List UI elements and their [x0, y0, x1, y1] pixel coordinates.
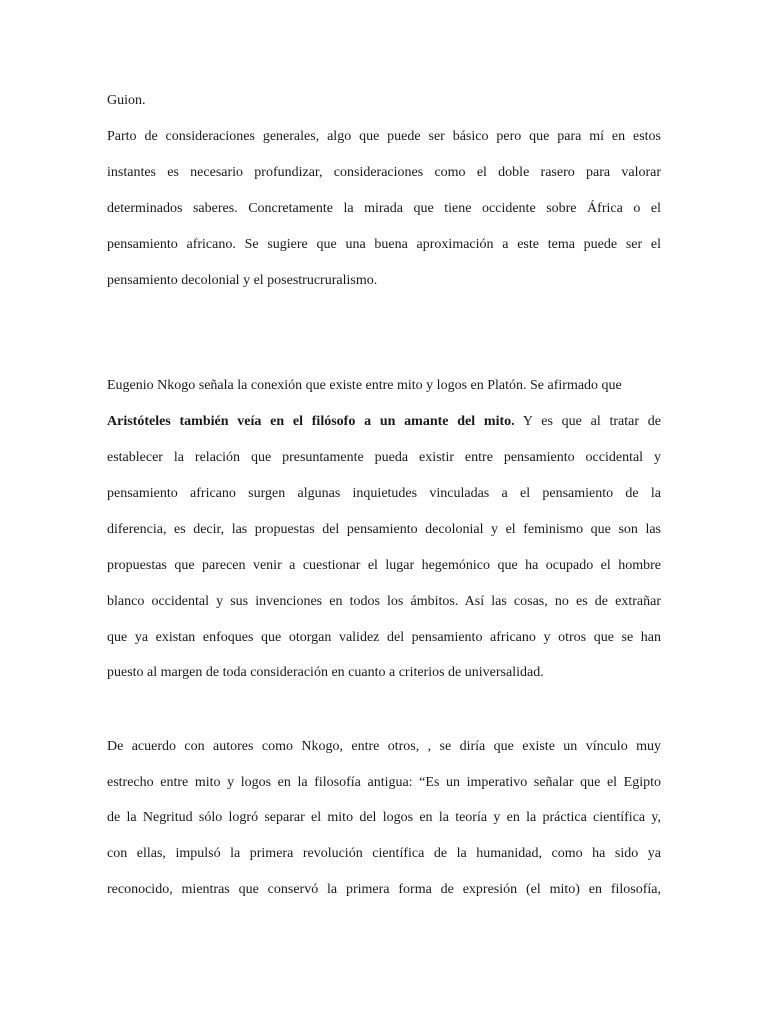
paragraph-2-line-3: establecer la relación que presuntamente pueda existir entre pensamiento occidental y	[107, 450, 661, 465]
paragraph-2-line-1: Eugenio Nkogo señala la conexión que existe entre mito y logos en Platón. Se afirmado que	[107, 378, 622, 393]
paragraph-2-line-5: diferencia, es decir, las propuestas del pensamiento decolonial y el feminismo que son las	[107, 522, 661, 537]
paragraph-1-line-1: Parto de consideraciones generales, algo que puede ser básico pero que para mí en estos	[107, 129, 661, 144]
paragraph-2-line-9: puesto al margen de toda consideración en cuanto a criterios de universalidad.	[107, 665, 544, 680]
document-title: Guion.	[107, 93, 146, 108]
paragraph-2-line-6: propuestas que parecen venir a cuestionar el lugar hegemónico que ha ocupado el hombre	[107, 558, 661, 573]
paragraph-2-line-2-rest: Y es que al tratar de	[514, 414, 662, 429]
paragraph-1-line-5: pensamiento decolonial y el posestrucruralismo.	[107, 273, 378, 288]
paragraph-3-line-1: De acuerdo con autores como Nkogo, entre otros, , se diría que existe un vínculo muy	[107, 739, 661, 754]
paragraph-3-line-3: de la Negritud sólo logró separar el mito del logos en la teoría y en la práctica científica y,	[107, 810, 661, 825]
paragraph-2-line-4: pensamiento africano surgen algunas inquietudes vinculadas a el pensamiento de la	[107, 486, 661, 501]
paragraph-3-line-5: reconocido, mientras que conservó la primera forma de expresión (el mito) en filosofía,	[107, 882, 661, 897]
paragraph-1-line-2: instantes es necesario profundizar, consideraciones como el doble rasero para valorar	[107, 165, 661, 180]
paragraph-2-line-8: que ya existan enfoques que otorgan validez del pensamiento africano y otros que se han	[107, 630, 661, 645]
paragraph-1-line-3: determinados saberes. Concretamente la mirada que tiene occidente sobre África o el	[107, 201, 661, 216]
paragraph-1-line-4: pensamiento africano. Se sugiere que una buena aproximación a este tema puede ser el	[107, 237, 661, 252]
paragraph-3-line-4: con ellas, impulsó la primera revolución científica de la humanidad, como ha sido ya	[107, 846, 661, 861]
paragraph-2-line-7: blanco occidental y sus invenciones en todos los ámbitos. Así las cosas, no es de extrañar	[107, 594, 661, 609]
paragraph-2-line-2	[107, 404, 661, 440]
bold-quote: Aristóteles también veía en el filósofo a un amante del mito.	[107, 414, 515, 429]
paragraph-3-line-2: estrecho entre mito y logos en la filosofía antigua: “Es un imperativo señalar que el Egipto	[107, 775, 661, 790]
